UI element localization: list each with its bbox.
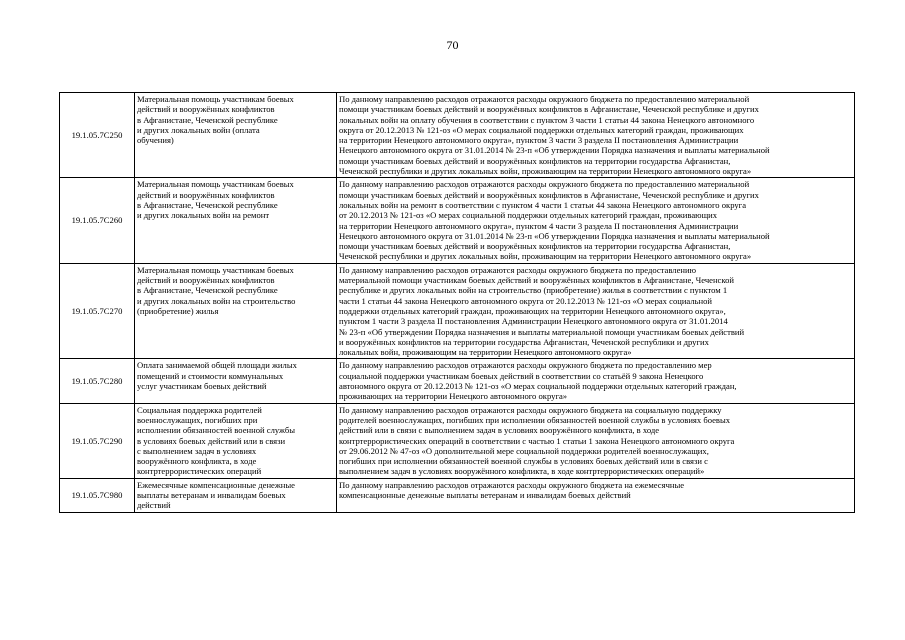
expense-name-cell [135, 93, 337, 178]
expense-description-line: Ненецкого автономного округа от 31.01.2014 № 23-п «Об утверждении Порядка назначения и выплаты материальной [339, 145, 770, 156]
expense-description-line: Ненецкого автономного округа от 31.01.2014 № 23-п «Об утверждении Порядка назначения и выплаты материальной [339, 230, 770, 241]
expense-description-cell [337, 178, 855, 263]
expense-name-line: действий и вооружённых конфликтов [137, 104, 275, 115]
expense-name-line: услуг участникам боевых действий [137, 381, 267, 392]
expense-description-line: компенсационные денежные выплаты ветеранам и инвалидам боевых действий [339, 489, 631, 500]
expense-description-line: помощи участникам боевых действий и вооружённых конфликтов на территории государства Афганистан, [339, 155, 731, 166]
expense-description-cell [337, 359, 855, 403]
expense-description-line: № 23-п «Об утверждении Порядка назначения и выплаты материальной помощи участникам боевых действий [339, 326, 745, 337]
expense-description-line: республике и других локальных войн на строительство (приобретение) жилья в соответствии с пунктом 1 [339, 285, 728, 296]
expense-name-line: в Афганистане, Чеченской республике [137, 285, 278, 296]
expense-name-line: с выполнением задач в условиях [137, 445, 257, 456]
expense-description-cell [337, 263, 855, 359]
expense-name-line: контртеррористических операций [137, 466, 262, 477]
expense-name-line: в условиях боевых действий или в связи [137, 435, 286, 446]
expense-name-line: обучения) [137, 135, 174, 146]
expense-name-line: помещений и стоимости коммунальных [137, 370, 284, 381]
table-row [60, 263, 855, 359]
expense-description-line: По данному направлению расходов отражаются расходы окружного бюджета на ежемесячные [339, 479, 685, 490]
expense-name-line: вооружённого конфликта, в ходе [137, 456, 257, 467]
table-body [60, 93, 855, 513]
expense-name-line: Оплата занимаемой общей площади жилых [137, 360, 297, 371]
expense-name-line: в Афганистане, Чеченской республике [137, 114, 278, 125]
expense-description-line: выполнением задач в условиях вооружённого конфликта, в ходе контртеррористических операций» [339, 466, 705, 477]
expense-description-line: проживающих на территории Ненецкого автономного округа» [339, 391, 568, 402]
expense-description-line: помощи участникам боевых действий и вооружённых конфликтов на территории государства Афганистан, [339, 241, 731, 252]
expense-description-line: По данному направлению расходов отражаются расходы окружного бюджета по предоставлению мер [339, 360, 712, 371]
expense-description-line: материальной помощи участникам боевых действий и вооружённых конфликтов в Афганистане, Чеченской [339, 275, 735, 286]
expense-name-line: действий и вооружённых конфликтов [137, 275, 275, 286]
expense-description-line: локальных войн на оплату обучения в соответствии с пунктом 3 части 1 статьи 44 закона Ненецкого автономного [339, 114, 755, 125]
expense-description-line: округа от 20.12.2013 № 121-оз «О мерах социальной поддержки отдельных категорий граждан, проживающих [339, 124, 744, 135]
expense-description-line: поддержки отдельных категорий граждан, проживающих на территории Ненецкого автономного округа», [339, 305, 726, 316]
expense-name-cell [135, 359, 337, 403]
expense-name-line: в Афганистане, Чеченской республике [137, 199, 278, 210]
expense-description-line: Чеченской республики и других локальных войн, проживающим на территории Ненецкого автономного округа» [339, 166, 752, 177]
expense-description-line: от 20.12.2013 № 121-оз «О мерах социальной поддержки отдельных категорий граждан, проживающих [339, 210, 718, 221]
expense-description-line: помощи участникам боевых действий и вооружённых конфликтов в Афганистане, Чеченской республике и других [339, 189, 759, 200]
expense-name-line: и других локальных войн на строительство [137, 295, 296, 306]
expense-name-line: Ежемесячные компенсационные денежные [137, 479, 295, 490]
expense-name-line: выплаты ветеранам и инвалидам боевых [137, 489, 286, 500]
expense-name-cell [135, 403, 337, 478]
expense-description-line: пунктом 1 части 3 раздела II постановления Администрации Ненецкого автономного округа от 31.01.2014 [339, 316, 728, 327]
expense-description-line: автономного округа от 20.12.2013 № 121-оз «О мерах социальной поддержки отдельных категорий граждан, [339, 381, 737, 392]
expense-code-cell: 19.1.05.7С250 [60, 93, 135, 178]
page-number: 70 [446, 38, 459, 52]
expense-description-line: По данному направлению расходов отражаются расходы окружного бюджета по предоставлению материальной [339, 179, 750, 190]
expense-description-cell [337, 93, 855, 178]
expense-name-line: Материальная помощь участникам боевых [137, 94, 294, 104]
expense-description-cell [337, 478, 855, 512]
expense-description-line: локальных войн, проживающим на территории Ненецкого автономного округа» [339, 347, 632, 358]
table-row [60, 93, 855, 178]
expense-name-line: исполнении обязанностей военной службы [137, 425, 296, 436]
expense-description-line: По данному направлению расходов отражаются расходы окружного бюджета по предоставлению материальной [339, 94, 750, 104]
expense-description-line: на территории Ненецкого автономного округа», пунктом 4 части 3 раздела II постановления Администрации [339, 220, 739, 231]
expense-name-line: и других локальных войн (оплата [137, 124, 260, 135]
expense-description-line: на территории Ненецкого автономного округа», пунктом 3 части 3 раздела II постановления Администрации [339, 135, 739, 146]
expense-name-cell [135, 478, 337, 512]
expense-code-cell: 19.1.05.7С280 [60, 359, 135, 403]
expense-description-line: действий или в связи с выполнением задач в условиях вооружённого конфликта, в ходе [339, 425, 660, 436]
table-row [60, 478, 855, 512]
expense-description-line: помощи участникам боевых действий и вооружённых конфликтов в Афганистане, Чеченской республике и других [339, 104, 759, 115]
expense-name-line: (приобретение) жилья [137, 305, 219, 316]
expense-description-line: родителей военнослужащих, погибших при исполнении обязанностей военной службы в условиях боевых [339, 414, 731, 425]
table-row [60, 178, 855, 263]
budget-classification-table [59, 92, 855, 513]
expense-code-cell: 19.1.05.7С270 [60, 263, 135, 359]
expense-code-cell: 19.1.05.7С290 [60, 403, 135, 478]
expense-description-cell [337, 403, 855, 478]
expense-name-cell [135, 178, 337, 263]
expense-description-line: контртеррористических операций в соответствии с частью 1 статьи 1 закона Ненецкого автономного округа [339, 435, 735, 446]
expense-description-line: и вооружённых конфликтов на территории государства Афганистан, Чеченской республики и других [339, 336, 709, 347]
table-row [60, 403, 855, 478]
expense-name-line: Материальная помощь участникам боевых [137, 179, 294, 190]
expense-name-line: и других локальных войн на ремонт [137, 210, 270, 221]
expense-name-line: действий [137, 500, 171, 511]
expense-name-line: военнослужащих, погибших при [137, 414, 258, 425]
expense-code-cell: 19.1.05.7С980 [60, 478, 135, 512]
expense-code-cell: 19.1.05.7С260 [60, 178, 135, 263]
expense-description-line: погибших при исполнении обязанностей военной службы в условиях боевых действий или в связи с [339, 456, 708, 467]
table-row [60, 359, 855, 403]
expense-name-line: Социальная поддержка родителей [137, 404, 262, 415]
expense-description-line: социальной поддержки участникам боевых действий в соответствии со статьёй 9 закона Ненецкого [339, 370, 704, 381]
expense-name-line: Материальная помощь участникам боевых [137, 264, 294, 275]
expense-description-line: По данному направлению расходов отражаются расходы окружного бюджета по предоставлению [339, 264, 696, 275]
expense-name-line: действий и вооружённых конфликтов [137, 189, 275, 200]
expense-description-line: от 29.06.2012 № 47-оз «О дополнительной мере социальной поддержки родителей военнослужащих, [339, 445, 709, 456]
expense-description-line: По данному направлению расходов отражаются расходы окружного бюджета на социальную поддержку [339, 404, 722, 415]
expense-name-cell [135, 263, 337, 359]
expense-description-line: Чеченской республики и других локальных войн, проживающим на территории Ненецкого автономного округа» [339, 251, 752, 262]
expense-description-line: локальных войн на ремонт в соответствии с пунктом 4 части 1 статьи 44 закона Ненецкого автономного округа [339, 199, 747, 210]
expense-description-line: части 1 статьи 44 закона Ненецкого автономного округа от 20.12.2013 № 121-оз «О мерах социальной [339, 295, 713, 306]
